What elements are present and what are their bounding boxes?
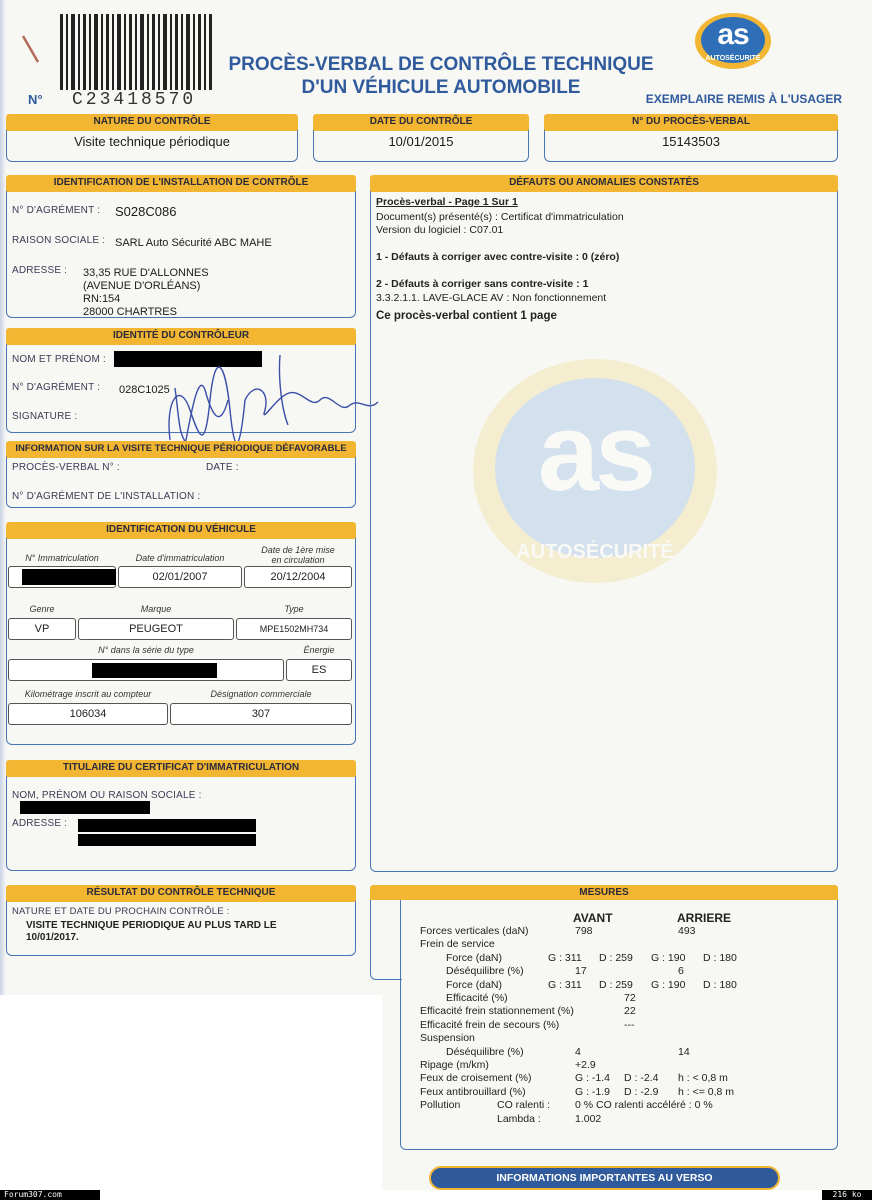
- redacted-titulaire-address-2: [78, 834, 256, 846]
- km-label: Kilométrage inscrit au compteur: [24, 689, 152, 699]
- mesures-row-value: 17: [575, 965, 587, 978]
- mesures-row-value: D : 180: [703, 951, 737, 964]
- left-edge-shadow: [0, 0, 6, 995]
- designation-label: Désignation commerciale: [210, 689, 312, 699]
- mesures-row-value: G : 190: [651, 978, 686, 991]
- date-immat-field: 02/01/2007: [118, 566, 242, 588]
- date-heading: DATE DU CONTRÔLE: [313, 114, 529, 129]
- defauts-sans-cv: 2 - Défauts à corriger sans contre-visite : 1: [376, 278, 589, 290]
- defavorable-agrement-label: N° D'AGRÉMENT DE L'INSTALLATION :: [12, 491, 201, 502]
- defauts-sans-cv-item: 3.3.2.1.1. LAVE-GLACE AV : Non fonctionnement: [376, 292, 607, 304]
- designation-field: 307: [170, 703, 352, 725]
- mesures-row-label: Ripage (m/km): [420, 1059, 489, 1071]
- type-label: Type: [284, 604, 304, 614]
- marque-field: PEUGEOT: [78, 618, 234, 640]
- controleur-agrement-value: 028C1025: [119, 384, 170, 396]
- defavorable-date-label: DATE :: [206, 462, 239, 473]
- genre-label: Genre: [29, 604, 55, 614]
- mesures-row-label: Efficacité frein de secours (%): [420, 1018, 560, 1031]
- mesures-row-value: D : 259: [599, 978, 633, 991]
- blank-sheet-overlay: [0, 995, 382, 1200]
- forum-tag: Forum307.com: [0, 1190, 100, 1200]
- defauts-heading: DÉFAUTS OU ANOMALIES CONSTATÉS: [370, 175, 838, 190]
- date-circ-label-1: Date de 1ère mise: [261, 545, 335, 555]
- installation-heading: IDENTIFICATION DE L'INSTALLATION DE CONTRÔLE: [6, 175, 356, 190]
- info-verso-button[interactable]: [429, 1166, 780, 1190]
- titulaire-heading: TITULAIRE DU CERTIFICAT D'IMMATRICULATION: [6, 760, 356, 775]
- installation-raison-label: RAISON SOCIALE :: [12, 235, 106, 246]
- mesures-row-value: CO ralenti :: [497, 1099, 551, 1112]
- titulaire-nom-label: NOM, PRÉNOM OU RAISON SOCIALE :: [12, 790, 202, 801]
- date-value: 10/01/2015: [388, 134, 454, 149]
- serie-label: N° dans la série du type: [98, 645, 194, 655]
- mesures-row-value: G : -1.9: [575, 1085, 611, 1098]
- installation-adresse-line1: 33,35 RUE D'ALLONNES: [83, 267, 209, 279]
- mesures-row-value: D : 259: [599, 951, 633, 964]
- mesures-row-value: 72: [624, 992, 636, 1004]
- nature-value: Visite technique périodique: [74, 134, 230, 149]
- mesures-col-avant: AVANT: [573, 911, 613, 925]
- controleur-nom-label: NOM ET PRÉNOM :: [12, 354, 106, 365]
- copy-label: EXEMPLAIRE REMIS À L'USAGER: [645, 92, 842, 106]
- resultat-value-line1: VISITE TECHNIQUE PERIODIQUE AU PLUS TARD LE: [26, 920, 277, 931]
- controleur-heading: IDENTITÉ DU CONTRÔLEUR: [6, 328, 356, 343]
- redacted-serie: [92, 663, 217, 678]
- page-title-line2: D'UN VÉHICULE AUTOMOBILE: [301, 77, 581, 98]
- mesures-row-value: D : -2.9: [624, 1085, 659, 1098]
- mesures-row-label: Suspension: [420, 1032, 475, 1045]
- defauts-docs-line: Document(s) présenté(s) : Certificat d'immatriculation: [376, 211, 624, 223]
- mesures-row-value: Lambda :: [497, 1112, 541, 1125]
- mesures-row-label: Feux antibrouillard (%): [420, 1085, 526, 1098]
- mesures-row-label: Frein de service: [420, 938, 495, 951]
- mesures-row-value: +2.9: [575, 1059, 596, 1071]
- installation-adresse-line3: RN:154: [83, 293, 121, 305]
- energie-field: ES: [286, 659, 352, 681]
- vehicule-heading: IDENTIFICATION DU VÉHICULE: [6, 522, 356, 537]
- mesures-row-value: D : 180: [703, 978, 737, 991]
- mesures-row-label: Efficacité (%): [446, 992, 508, 1004]
- date-immat-label: Date d'immatriculation: [135, 553, 225, 563]
- mesures-row-label: Feux de croisement (%): [420, 1072, 532, 1085]
- mesures-row-label: Force (daN): [446, 978, 503, 991]
- defauts-page-line: Procès-verbal - Page 1 Sur 1: [376, 196, 518, 208]
- date-circ-label-2: en circulation: [271, 555, 325, 565]
- km-field: 106034: [8, 703, 168, 725]
- immat-label: N° Immatriculation: [25, 553, 99, 563]
- redacted-titulaire-address-1: [78, 819, 256, 832]
- barcode: [58, 14, 214, 90]
- type-field: MPE1502MH734: [236, 618, 352, 640]
- mesures-row-value: 4: [575, 1045, 581, 1058]
- genre-field: VP: [8, 618, 76, 640]
- installation-adresse-line4: 28000 CHARTRES: [83, 306, 177, 318]
- pv-number-heading: N° DU PROCÈS-VERBAL: [544, 114, 838, 129]
- resultat-value-line2: 10/01/2017.: [26, 932, 79, 943]
- mesures-row-value: G : 311: [548, 978, 582, 991]
- nature-heading: NATURE DU CONTRÔLE: [6, 114, 298, 129]
- mesures-row-value: G : -1.4: [575, 1072, 611, 1085]
- doc-number-prefix: N°: [28, 92, 43, 107]
- doc-number: C23418570: [72, 90, 197, 110]
- autosecurite-logo: as AUTOSÉCURITÉ: [694, 12, 772, 70]
- watermark-logo: as AUTOSÉCURITÉ: [472, 358, 718, 584]
- controleur-agrement-label: N° D'AGRÉMENT :: [12, 382, 101, 393]
- installation-adresse-label: ADRESSE :: [12, 265, 68, 276]
- mesures-row-value: 1.002: [575, 1112, 602, 1125]
- defauts-contains: Ce procès-verbal contient 1 page: [376, 310, 557, 322]
- mesures-row-value: ---: [624, 1018, 635, 1031]
- defavorable-pv-label: PROCÈS-VERBAL N° :: [12, 462, 120, 473]
- mesures-row-value: 14: [678, 1045, 690, 1058]
- mesures-row-label: Pollution: [420, 1099, 461, 1112]
- pv-number-value: 15143503: [662, 134, 720, 149]
- mesures-col-arriere: ARRIERE: [677, 911, 732, 925]
- defauts-version-line: Version du logiciel : C07.01: [376, 224, 504, 236]
- mesures-row-value: 0 % CO ralenti accéléré : 0 %: [575, 1099, 713, 1112]
- defavorable-heading: INFORMATION SUR LA VISITE TECHNIQUE PÉRIODIQUE DÉFAVORABLE: [6, 441, 356, 456]
- resultat-nature-label: NATURE ET DATE DU PROCHAIN CONTRÔLE :: [12, 906, 230, 917]
- installation-agrement-label: N° D'AGRÉMENT :: [12, 205, 101, 216]
- resultat-heading: RÉSULTAT DU CONTRÔLE TECHNIQUE: [6, 885, 356, 900]
- defauts-avec-cv: 1 - Défauts à corriger avec contre-visite : 0 (zéro): [376, 251, 620, 263]
- page-title-line1: PROCÈS-VERBAL DE CONTRÔLE TECHNIQUE: [228, 54, 654, 75]
- controleur-signature-label: SIGNATURE :: [12, 411, 78, 422]
- mesures-row-value: 22: [624, 1005, 636, 1018]
- redacted-immat: [22, 569, 116, 585]
- mesures-row-label: Déséquilibre (%): [446, 1045, 524, 1058]
- date-circ-field: 20/12/2004: [244, 566, 352, 588]
- installation-adresse-line2: (AVENUE D'ORLÉANS): [83, 280, 201, 292]
- marque-label: Marque: [140, 604, 172, 614]
- size-tag: 216 ko: [822, 1190, 872, 1200]
- titulaire-adresse-label: ADRESSE :: [12, 818, 68, 829]
- mesures-row-value: h : <= 0,8 m: [678, 1085, 735, 1098]
- installation-raison-value: SARL Auto Sécurité ABC MAHE: [115, 237, 272, 249]
- mesures-row-label: Forces verticales (daN): [420, 925, 529, 937]
- mesures-frame-left: [370, 900, 402, 980]
- pin-icon: [20, 34, 42, 71]
- mesures-row-value: 798: [575, 925, 593, 937]
- energie-label: Énergie: [303, 645, 335, 655]
- bottom-bar: [0, 1190, 872, 1200]
- mesures-row-value: G : 311: [548, 951, 582, 964]
- mesures-row-label: Déséquilibre (%): [446, 965, 524, 978]
- installation-agrement-value: S028C086: [115, 204, 177, 219]
- redacted-titulaire-name: [20, 801, 150, 814]
- mesures-row-value: D : -2.4: [624, 1072, 659, 1085]
- info-verso-label: INFORMATIONS IMPORTANTES AU VERSO: [496, 1172, 713, 1184]
- mesures-heading: MESURES: [370, 885, 838, 900]
- mesures-row-value: h : < 0,8 m: [678, 1072, 728, 1085]
- mesures-row-value: G : 190: [651, 951, 686, 964]
- mesures-row-label: Efficacité frein stationnement (%): [420, 1005, 574, 1018]
- mesures-row-label: Force (daN): [446, 951, 503, 964]
- mesures-row-value: 6: [678, 965, 684, 978]
- mesures-row-value: 493: [678, 925, 696, 937]
